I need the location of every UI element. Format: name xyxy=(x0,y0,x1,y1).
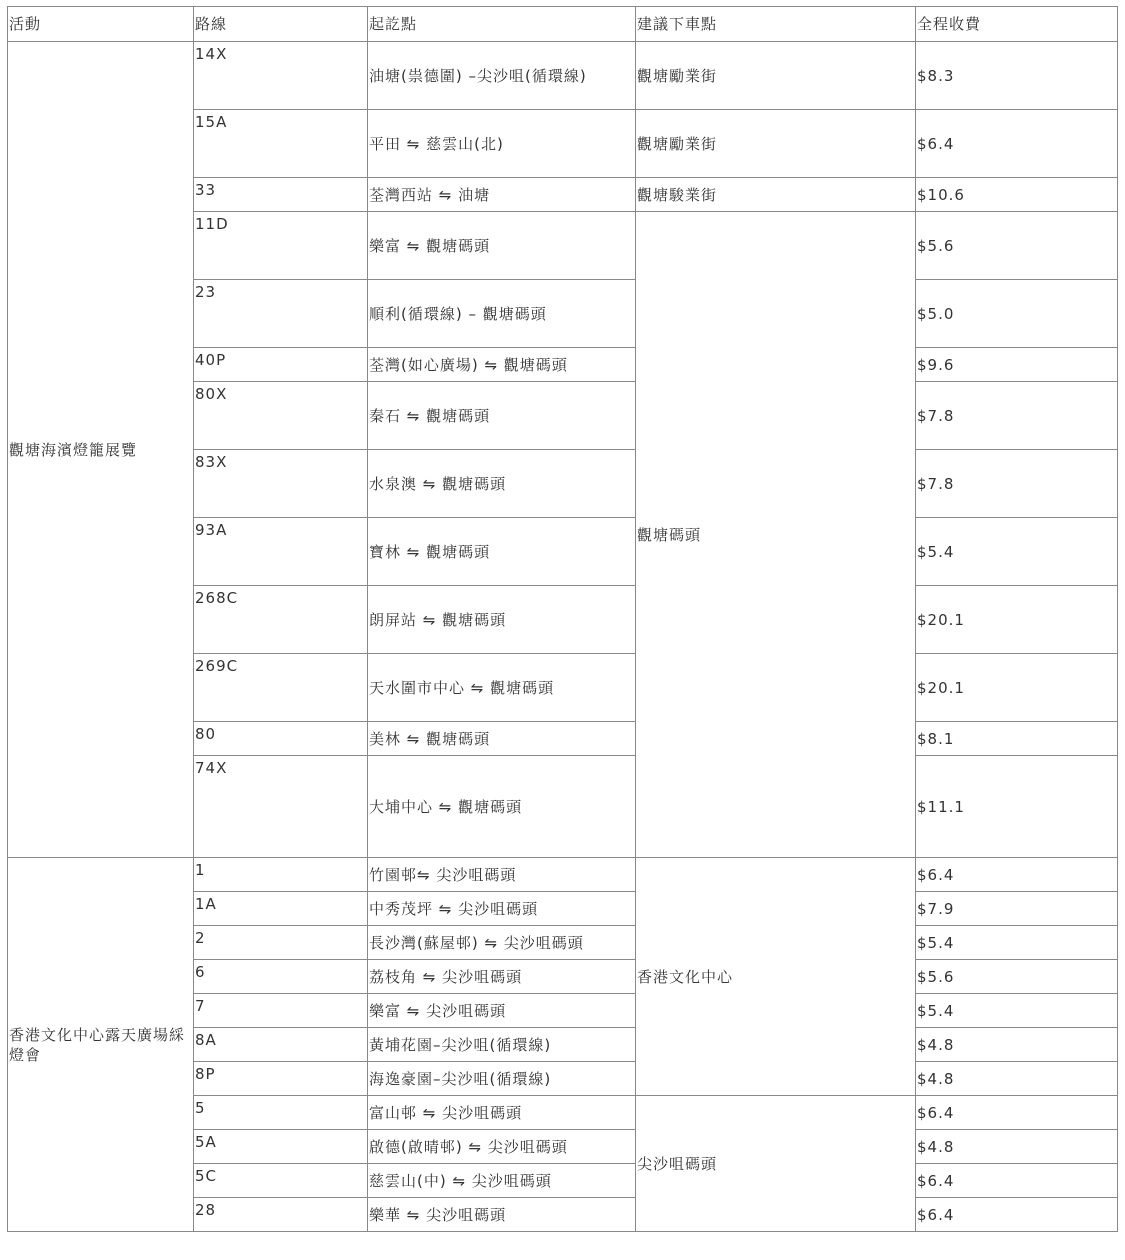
route-cell: 14X xyxy=(194,42,368,110)
od-cell: 富山邨 ⇋ 尖沙咀碼頭 xyxy=(368,1096,636,1130)
od-cell: 平田 ⇋ 慈雲山(北) xyxy=(368,110,636,178)
fare-cell: $6.4 xyxy=(916,1096,1118,1130)
fare-cell: $6.4 xyxy=(916,858,1118,892)
fare-cell: $7.9 xyxy=(916,892,1118,926)
stop-cell: 觀塘勵業街 xyxy=(636,110,916,178)
route-cell: 83X xyxy=(194,450,368,518)
route-cell: 80 xyxy=(194,722,368,756)
od-cell: 油塘(祟德圍) –尖沙咀(循環線) xyxy=(368,42,636,110)
od-cell: 順利(循環線) – 觀塘碼頭 xyxy=(368,280,636,348)
od-cell: 海逸豪園–尖沙咀(循環線) xyxy=(368,1062,636,1096)
od-cell: 荔枝角 ⇋ 尖沙咀碼頭 xyxy=(368,960,636,994)
activity-cell: 香港文化中心露天廣場綵燈會 xyxy=(8,858,194,1232)
table-row xyxy=(8,858,1118,892)
route-cell: 33 xyxy=(194,178,368,212)
stop-cell: 觀塘碼頭 xyxy=(636,212,916,858)
route-cell: 11D xyxy=(194,212,368,280)
route-cell: 40P xyxy=(194,348,368,382)
route-cell: 93A xyxy=(194,518,368,586)
od-cell: 樂富 ⇋ 尖沙咀碼頭 xyxy=(368,994,636,1028)
fare-cell: $5.6 xyxy=(916,960,1118,994)
route-cell: 8A xyxy=(194,1028,368,1062)
route-cell: 269C xyxy=(194,654,368,722)
fare-cell: $4.8 xyxy=(916,1028,1118,1062)
od-cell: 樂華 ⇋ 尖沙咀碼頭 xyxy=(368,1198,636,1232)
route-cell: 8P xyxy=(194,1062,368,1096)
stop-cell: 尖沙咀碼頭 xyxy=(636,1096,916,1232)
od-cell: 荃灣(如心廣場) ⇋ 觀塘碼頭 xyxy=(368,348,636,382)
route-cell: 268C xyxy=(194,586,368,654)
od-cell: 黃埔花園–尖沙咀(循環線) xyxy=(368,1028,636,1062)
route-cell: 23 xyxy=(194,280,368,348)
header-suggested-stop: 建議下車點 xyxy=(636,7,916,42)
fare-cell: $5.4 xyxy=(916,994,1118,1028)
header-origin-destination: 起訖點 xyxy=(368,7,636,42)
stop-cell: 香港文化中心 xyxy=(636,858,916,1096)
fare-cell: $20.1 xyxy=(916,654,1118,722)
table-row xyxy=(8,42,1118,110)
fare-cell: $11.1 xyxy=(916,756,1118,858)
route-cell: 15A xyxy=(194,110,368,178)
route-cell: 5C xyxy=(194,1164,368,1198)
fare-cell: $5.4 xyxy=(916,518,1118,586)
activity-cell: 觀塘海濱燈籠展覽 xyxy=(8,42,194,858)
route-cell: 5A xyxy=(194,1130,368,1164)
header-row xyxy=(8,7,1118,42)
header-fare: 全程收費 xyxy=(916,7,1118,42)
fare-cell: $6.4 xyxy=(916,110,1118,178)
fare-cell: $5.0 xyxy=(916,280,1118,348)
fare-cell: $20.1 xyxy=(916,586,1118,654)
fare-cell: $5.4 xyxy=(916,926,1118,960)
bus-route-table xyxy=(7,6,1118,1232)
fare-cell: $4.8 xyxy=(916,1062,1118,1096)
od-cell: 荃灣西站 ⇋ 油塘 xyxy=(368,178,636,212)
fare-cell: $4.8 xyxy=(916,1130,1118,1164)
od-cell: 樂富 ⇋ 觀塘碼頭 xyxy=(368,212,636,280)
stop-cell: 觀塘勵業街 xyxy=(636,42,916,110)
fare-cell: $6.4 xyxy=(916,1164,1118,1198)
fare-cell: $8.3 xyxy=(916,42,1118,110)
stop-cell: 觀塘駿業街 xyxy=(636,178,916,212)
fare-cell: $10.6 xyxy=(916,178,1118,212)
route-cell: 28 xyxy=(194,1198,368,1232)
fare-cell: $5.6 xyxy=(916,212,1118,280)
route-cell: 6 xyxy=(194,960,368,994)
fare-cell: $6.4 xyxy=(916,1198,1118,1232)
od-cell: 啟德(啟晴邨) ⇋ 尖沙咀碼頭 xyxy=(368,1130,636,1164)
fare-cell: $7.8 xyxy=(916,382,1118,450)
fare-cell: $9.6 xyxy=(916,348,1118,382)
od-cell: 慈雲山(中) ⇋ 尖沙咀碼頭 xyxy=(368,1164,636,1198)
route-cell: 74X xyxy=(194,756,368,858)
od-cell: 美林 ⇋ 觀塘碼頭 xyxy=(368,722,636,756)
od-cell: 竹園邨⇋ 尖沙咀碼頭 xyxy=(368,858,636,892)
header-activity: 活動 xyxy=(8,7,194,42)
route-cell: 5 xyxy=(194,1096,368,1130)
od-cell: 水泉澳 ⇋ 觀塘碼頭 xyxy=(368,450,636,518)
route-cell: 7 xyxy=(194,994,368,1028)
route-cell: 1 xyxy=(194,858,368,892)
route-cell: 1A xyxy=(194,892,368,926)
od-cell: 寶林 ⇋ 觀塘碼頭 xyxy=(368,518,636,586)
header-route: 路線 xyxy=(194,7,368,42)
od-cell: 秦石 ⇋ 觀塘碼頭 xyxy=(368,382,636,450)
route-cell: 2 xyxy=(194,926,368,960)
od-cell: 朗屏站 ⇋ 觀塘碼頭 xyxy=(368,586,636,654)
od-cell: 中秀茂坪 ⇋ 尖沙咀碼頭 xyxy=(368,892,636,926)
fare-cell: $8.1 xyxy=(916,722,1118,756)
route-cell: 80X xyxy=(194,382,368,450)
od-cell: 長沙灣(蘇屋邨) ⇋ 尖沙咀碼頭 xyxy=(368,926,636,960)
od-cell: 天水圍市中心 ⇋ 觀塘碼頭 xyxy=(368,654,636,722)
fare-cell: $7.8 xyxy=(916,450,1118,518)
od-cell: 大埔中心 ⇋ 觀塘碼頭 xyxy=(368,756,636,858)
